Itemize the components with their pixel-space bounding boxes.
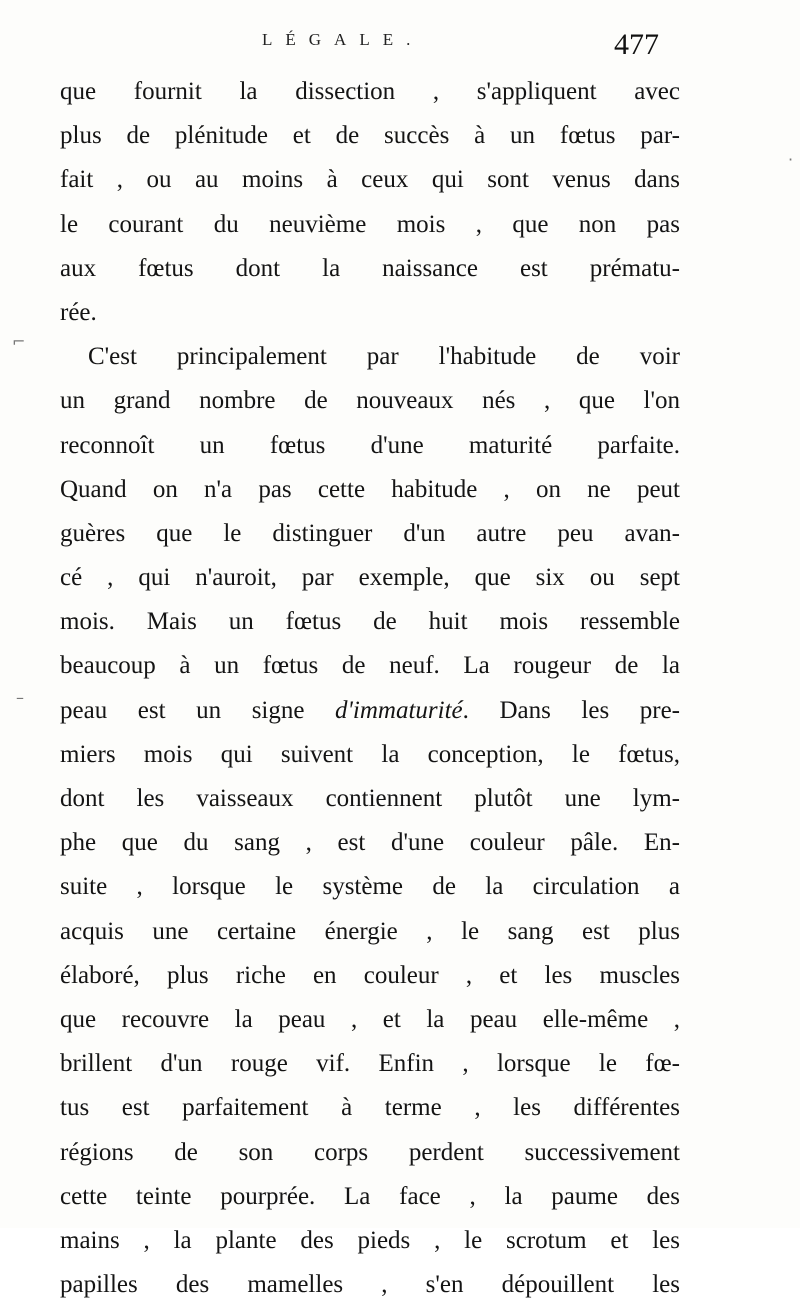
text-line: Quand on n'a pas cette habitude , on ne peut: [60, 475, 680, 503]
text-line-with-italic: [60, 689, 680, 733]
text-line: fait , ou au moins à ceux qui sont venus dans: [60, 166, 680, 194]
page-number: 477: [614, 28, 659, 61]
text-line: dont les vaisseaux contiennent plutôt une lym-: [60, 785, 680, 812]
margin-mark: ⌐: [12, 332, 26, 351]
line-segment: peau est un signe: [60, 696, 336, 724]
text-line: tus est parfaitement à terme , les différentes: [60, 1094, 680, 1122]
text-line: acquis une certaine énergie , le sang est plus: [60, 917, 680, 945]
line-segment: . Dans les pre-: [462, 696, 680, 724]
text-line: brillent d'un rouge vif. Enfin , lorsque le fœ-: [60, 1050, 680, 1078]
text-line: aux fœtus dont la naissance est prématu-: [60, 254, 680, 282]
text-line: mains , la plante des pieds , le scrotum et les: [60, 1226, 680, 1254]
paragraph-start-line: C'est principalement par l'habitude de voir: [88, 343, 680, 371]
text-line: le courant du neuvième mois , que non pas: [60, 210, 680, 238]
text-line: que recouvre la peau , et la peau elle-même ,: [60, 1005, 680, 1033]
italic-term: d'immaturité: [335, 696, 463, 724]
text-line: guères que le distinguer d'un autre peu avan-: [60, 519, 680, 547]
text-line: mois. Mais un fœtus de huit mois ressemble: [60, 608, 680, 636]
margin-mark: –: [16, 688, 24, 707]
text-line: cette teinte pourprée. La face , la paume des: [60, 1182, 680, 1210]
text-line: miers mois qui suivent la conception, le fœtus,: [60, 740, 680, 768]
text-line: phe que du sang , est d'une couleur pâle. En-: [60, 829, 680, 857]
text-line: plus de plénitude et de succès à un fœtus par-: [60, 122, 680, 150]
text-line: cé , qui n'auroit, par exemple, que six ou sept: [60, 564, 680, 592]
text-line: rée.: [60, 298, 97, 326]
running-title: LÉGALE.: [262, 30, 424, 49]
text-line: que fournit la dissection , s'appliquent avec: [60, 78, 680, 105]
text-line: suite , lorsque le système de la circulation a: [60, 873, 680, 901]
text-line: un grand nombre de nouveaux nés , que l'on: [60, 387, 680, 415]
text-line: régions de son corps perdent successivement: [60, 1138, 680, 1166]
text-line: beaucoup à un fœtus de neuf. La rougeur de la: [60, 652, 680, 680]
margin-mark: ·: [788, 150, 794, 169]
text-line: élaboré, plus riche en couleur , et les muscles: [60, 961, 680, 989]
text-line: reconnoît un fœtus d'une maturité parfaite.: [60, 431, 680, 459]
body-text: [60, 70, 680, 1307]
text-line: papilles des mamelles , s'en dépouillent les: [60, 1271, 680, 1299]
